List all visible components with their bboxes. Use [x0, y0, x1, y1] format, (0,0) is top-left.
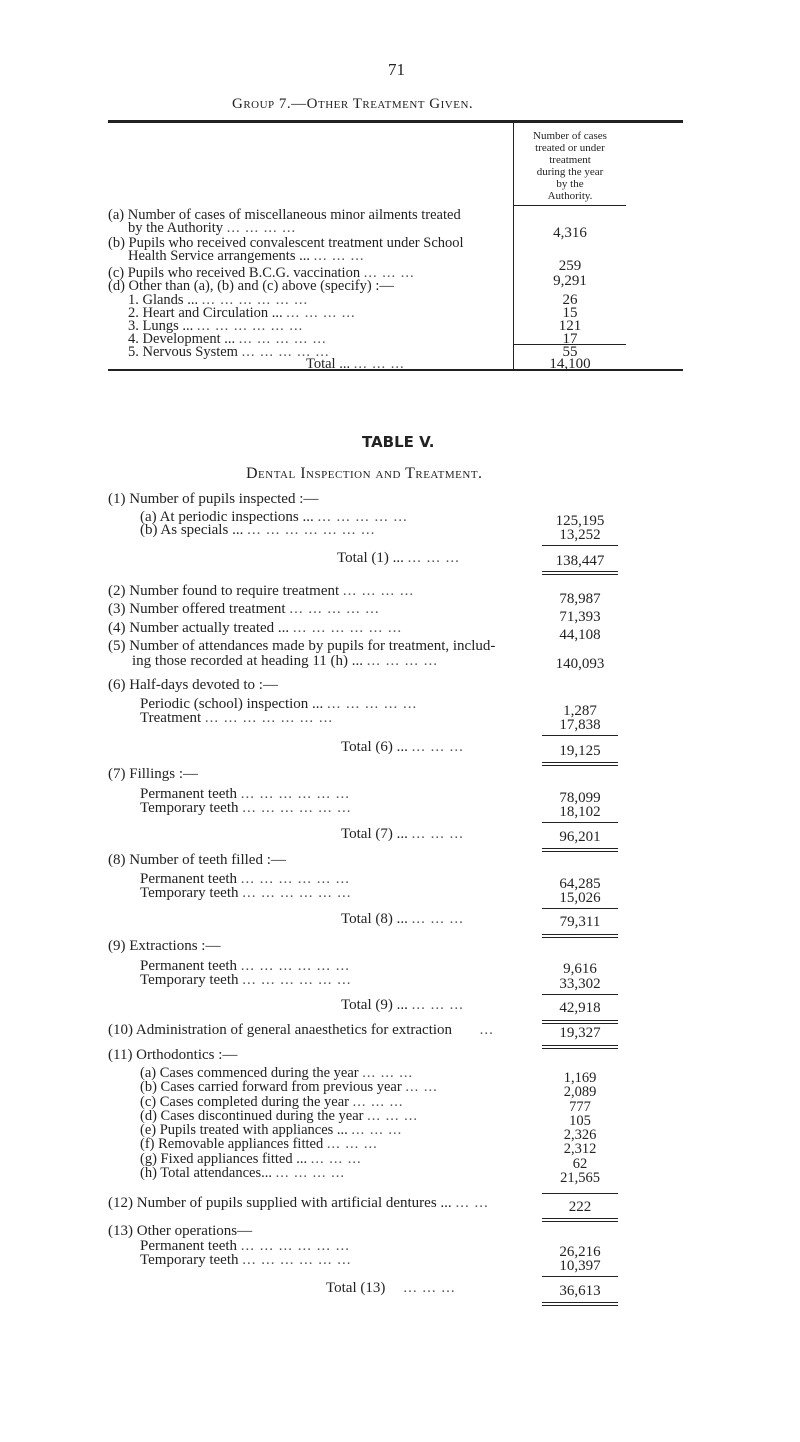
row-d-label: (d) Other than (a), (b) and (c) above (specify) :— [108, 278, 394, 294]
s13-a-label: Permanent teeth ... ... ... ... ... ... [140, 1238, 351, 1254]
s1-total-label: Total (1) ... ... ... ... [337, 550, 460, 566]
s7-rule [542, 822, 618, 823]
s13-total-value: 36,613 [559, 1283, 601, 1299]
row-d4-value: 17 [562, 331, 578, 347]
s6-rule [542, 735, 618, 736]
s9-dbl-rule-a [542, 1020, 618, 1021]
table5-subtitle: Dental Inspection and Treatment. [246, 465, 483, 482]
s8-total-value: 79,311 [559, 914, 601, 930]
row-d1-value: 26 [562, 292, 578, 308]
s1-a-label: (a) At periodic inspections ... ... ... ... ... ... [140, 509, 408, 525]
s6-total-label: Total (6) ... ... ... ... [341, 739, 464, 755]
row-a-label: (a) Number of cases of miscellaneous minor ailments treated by the Authority ... ... ... ... [108, 207, 461, 236]
orthodontics-list [140, 1066, 438, 1180]
s9-a-label: Permanent teeth ... ... ... ... ... ... [140, 958, 351, 974]
s9-dbl-rule-b [542, 1023, 618, 1024]
s8-dbl-rule-a [542, 934, 618, 935]
s8-b-label: Temporary teeth ... ... ... ... ... ... [140, 885, 352, 901]
s7-dbl-rule-b [542, 851, 618, 852]
s8-a-label: Permanent teeth ... ... ... ... ... ... [140, 871, 351, 887]
row-c-label: (c) Pupils who received B.C.G. vaccination ... ... ... [108, 265, 415, 281]
row-a-value: 4,316 [553, 225, 587, 241]
s3-value: 71,393 [559, 609, 601, 625]
header-underline [513, 205, 626, 206]
row-d3-label: 3. Lungs ... ... ... ... ... ... ... [128, 318, 304, 334]
s1-dbl-rule-a [542, 571, 618, 572]
s9-total-label: Total (9) ... ... ... ... [341, 997, 464, 1013]
s10-label: (10) Administration of general anaesthetics for extraction ... [108, 1022, 494, 1038]
s8-rule [542, 908, 618, 909]
s10-value: 19,327 [559, 1025, 601, 1041]
s3-label: (3) Number offered treatment ... ... ... ... ... [108, 601, 380, 617]
s7-total-label: Total (7) ... ... ... ... [341, 826, 464, 842]
group7-total-value: 14,100 [549, 356, 591, 372]
s13-total-label: Total (13) ... ... ... [326, 1280, 456, 1296]
column-header: Number of cases treated or under treatment during the year by the Authority. [533, 130, 607, 202]
s13-b-label: Temporary teeth ... ... ... ... ... ... [140, 1252, 352, 1268]
s7-a-value: 78,099 [559, 790, 601, 806]
s13-heading: (13) Other operations— [108, 1223, 253, 1239]
row-d1-label: 1. Glands ... ... ... ... ... ... ... [128, 292, 309, 308]
s8-dbl-rule-b [542, 937, 618, 938]
s13-b-value: 10,397 [559, 1258, 601, 1274]
s1-dbl-rule-b [542, 574, 618, 575]
group7-title: Group 7.—Other Treatment Given. [232, 96, 474, 112]
s7-b-value: 18,102 [559, 804, 601, 820]
row-d5-label: 5. Nervous System ... ... ... ... ... [128, 344, 330, 360]
s13-a-value: 26,216 [559, 1244, 601, 1260]
row-c-value: 9,291 [553, 273, 587, 289]
s10-dbl-rule-a [542, 1045, 618, 1046]
row-b-value: 259 [558, 258, 582, 274]
s8-b-value: 15,026 [559, 890, 601, 906]
s13-rule [542, 1276, 618, 1277]
s12-value: 222 [568, 1199, 592, 1215]
list-item: (d) Cases discontinued during the year ... ... ... [140, 1107, 418, 1124]
list-item: (h) Total attendances... ... ... ... ... [140, 1165, 345, 1182]
row-d4-label: 4. Development ... ... ... ... ... ... [128, 331, 327, 347]
page-number: 71 [388, 60, 405, 79]
s6-dbl-rule-b [542, 765, 618, 766]
s6-a-label: Periodic (school) inspection ... ... ... ... ... ... [140, 696, 418, 712]
s1-b-label: (b) As specials ... ... ... ... ... ... ... ... [140, 522, 376, 538]
s4-label: (4) Number actually treated ... ... ... ... ... ... ... [108, 620, 403, 636]
row-d3-value: 121 [558, 318, 582, 334]
s12-dbl-rule-b [542, 1221, 618, 1222]
s12-label: (12) Number of pupils supplied with artificial dentures ... ... ... [108, 1195, 489, 1211]
list-item: (e) Pupils treated with appliances ... ... ... ... [140, 1122, 403, 1139]
s6-b-label: Treatment ... ... ... ... ... ... ... [140, 710, 334, 726]
list-item: (f) Removable appliances fitted ... ... ... [140, 1136, 378, 1153]
s2-label: (2) Number found to require treatment ... ... ... ... [108, 583, 415, 599]
s9-b-value: 33,302 [559, 976, 601, 992]
s9-a-value: 9,616 [563, 961, 597, 977]
s9-total-value: 42,918 [559, 1000, 601, 1016]
row-d5-value: 55 [562, 344, 578, 360]
top-rule [108, 120, 683, 123]
s13-dbl-rule-a [542, 1302, 618, 1303]
s9-b-label: Temporary teeth ... ... ... ... ... ... [140, 972, 352, 988]
s6-total-value: 19,125 [559, 743, 601, 759]
s1-total-value: 138,447 [555, 553, 605, 569]
s1-rule [542, 545, 618, 546]
s9-heading: (9) Extractions :— [108, 938, 221, 954]
s7-total-value: 96,201 [559, 829, 601, 845]
s4-value: 44,108 [559, 627, 601, 643]
row-b-label: (b) Pupils who received convalescent treatment under School Health Service arrangements ... ... ... ... [108, 235, 464, 264]
orthodontics-values: 1,169 2,089 777 105 2,326 2,312 62 21,565 [560, 1070, 600, 1187]
s1-a-value: 125,195 [555, 513, 605, 529]
row-d2-value: 15 [562, 305, 578, 321]
s2-value: 78,987 [559, 591, 601, 607]
s13-dbl-rule-b [542, 1305, 618, 1306]
s1-heading: (1) Number of pupils inspected :— [108, 491, 319, 507]
s8-a-value: 64,285 [559, 876, 601, 892]
row-d2-label: 2. Heart and Circulation ... ... ... ... ... [128, 305, 356, 321]
s10-dbl-rule-b [542, 1048, 618, 1049]
s7-a-label: Permanent teeth ... ... ... ... ... ... [140, 786, 351, 802]
s5-label: (5) Number of attendances made by pupils for treatment, includ- ing those recorded at heading 11 (h) ... ... ... ... ... [108, 638, 496, 669]
s6-dbl-rule-a [542, 762, 618, 763]
s9-rule [542, 994, 618, 995]
list-item: (b) Cases carried forward from previous year ... ... [140, 1079, 438, 1096]
s7-dbl-rule-a [542, 848, 618, 849]
s8-total-label: Total (8) ... ... ... ... [341, 911, 464, 927]
s6-b-value: 17,838 [559, 717, 601, 733]
group7-total-label: Total ... ... ... ... [306, 356, 405, 372]
list-item: (a) Cases commenced during the year ... ... ... [140, 1065, 414, 1081]
s11-heading: (11) Orthodontics :— [108, 1047, 238, 1063]
s1-b-value: 13,252 [559, 527, 601, 543]
s7-b-label: Temporary teeth ... ... ... ... ... ... [140, 800, 352, 816]
list-item: (c) Cases completed during the year ... ... ... [140, 1093, 404, 1110]
s8-heading: (8) Number of teeth filled :— [108, 852, 286, 868]
s11-rule [542, 1193, 618, 1194]
s6-heading: (6) Half-days devoted to :— [108, 677, 278, 693]
table5-title: TABLE V. [362, 433, 435, 451]
s5-value: 140,093 [555, 656, 605, 672]
list-item: (g) Fixed appliances fitted ... ... ... ... [140, 1150, 362, 1167]
s6-a-value: 1,287 [563, 703, 597, 719]
s12-dbl-rule-a [542, 1218, 618, 1219]
s7-heading: (7) Fillings :— [108, 766, 199, 782]
